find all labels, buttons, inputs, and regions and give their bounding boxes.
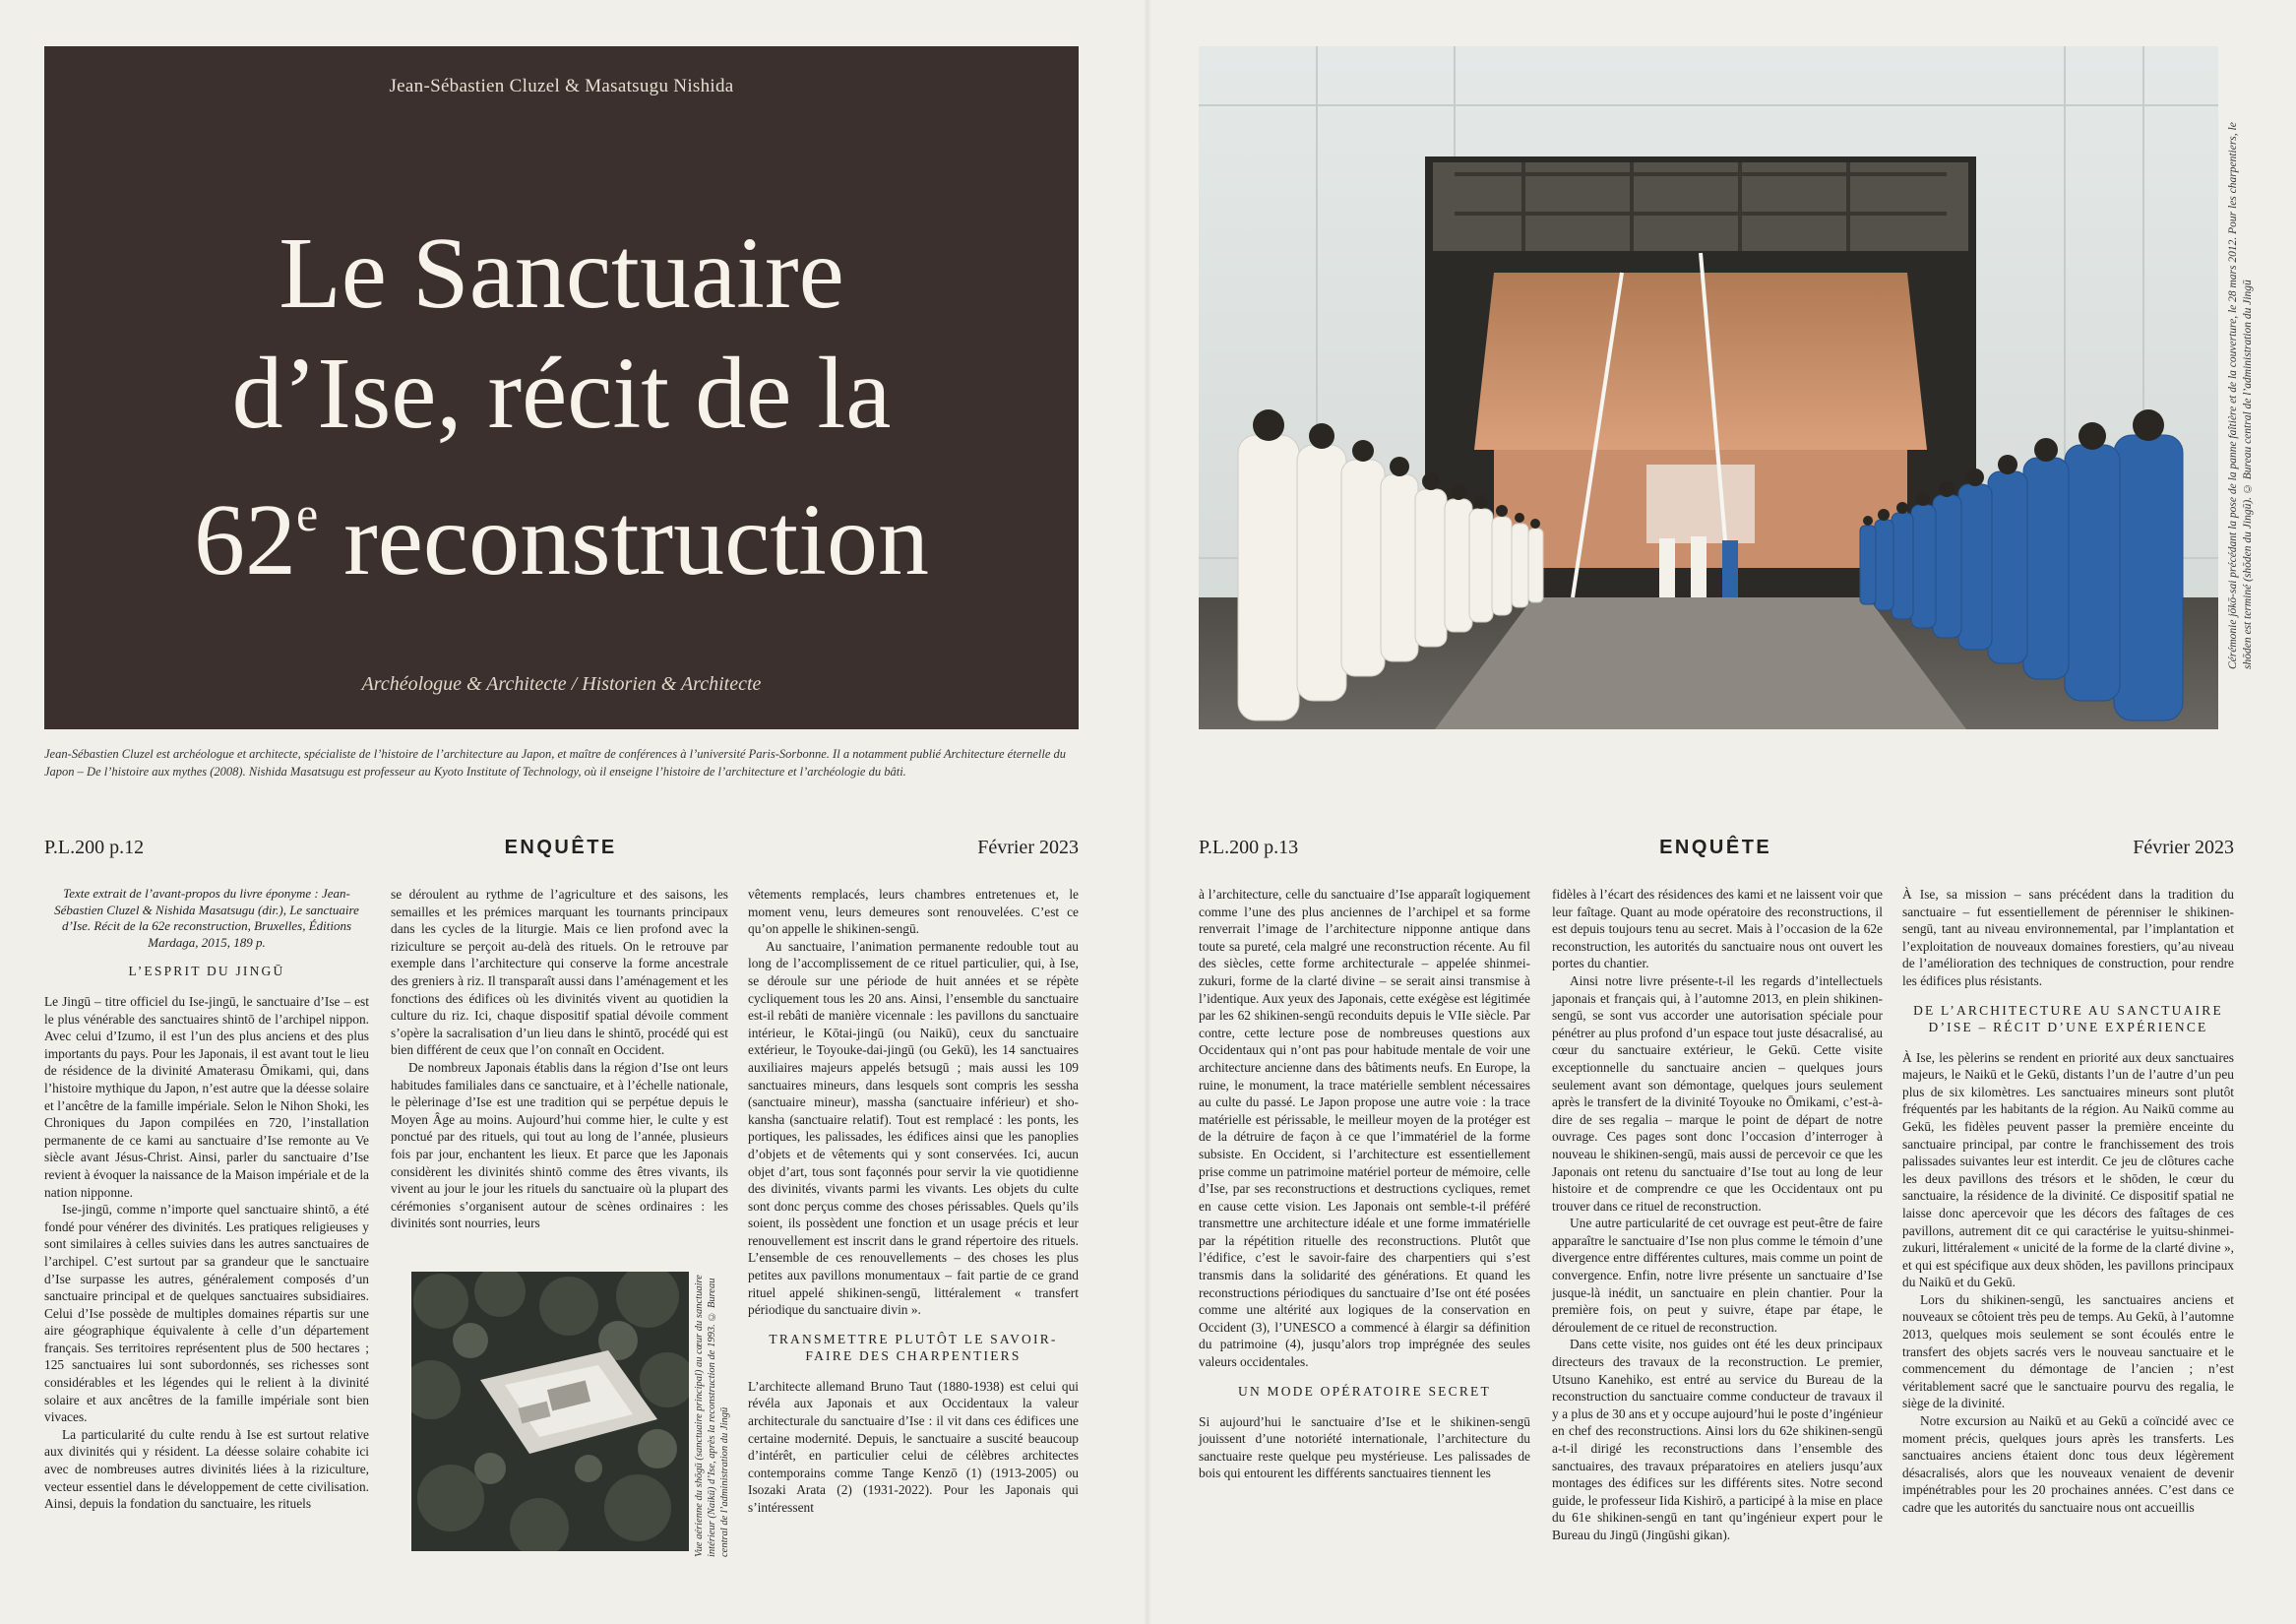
column-2: [391, 886, 728, 1232]
title-line-2: d’Ise, récit de la: [231, 337, 892, 450]
page-number-left: P.L.200 p.12: [44, 837, 145, 858]
running-header-left: [44, 837, 1079, 866]
paragraph: Ise-jingū, comme n’importe quel sanctuaire shintō, a été fondé pour vénérer des divinités. Les pratiques religieuses y sont similaires à celles suivies dans les autres sanctuaires de l’archipel. C’est surtout par sa grandeur que le sanctuaire d’Ise surpasse les autres, généralement composés d’un sanctuaire principal et de quelques sanctuaires subsidiaires. Celui d’Ise possède de multiples domaines répartis sur une aire géographique équivalente à celle d’un département français. Ses territoires représentent plus de 500 hectares ; 125 sanctuaires lui sont subordonnés, ses richesses sont considérables et les légendes qui le relient à la divinité solaire et aux ancêtres de la famille impériale sont bien vivaces.: [44, 1202, 369, 1425]
ceremony-photo: [1199, 46, 2218, 729]
paragraph: Notre excursion au Naikū et au Gekū a coïncidé avec ce moment précis, quelques jours après les transferts. Les sanctuaires anciens étaient donc tous deux légèrement désacralisés, alors que les nouveaux venaient de devenir impénétrables pour les 20 prochaines années. C’est dans ce cadre que les autorités du sanctuaire nous ont accueillis: [1902, 1413, 2234, 1515]
paragraph: Une autre particularité de cet ouvrage est peut-être de faire apparaître le sanctuaire d’Ise non plus comme le témoin d’une divergence entre différentes cultures, mais comme un point de convergence. Enfin, notre livre présente un sanctuaire d’Ise jusque-là inédit, un sanctuaire en plein chantier. Pour la première fois, on peut y suivre, étape par étape, le déroulement de ce rituel de reconstruction.: [1552, 1216, 1883, 1335]
paragraph: Dans cette visite, nos guides ont été les deux principaux directeurs des travaux de la reconstruction. Le premier, Utsuno Kanehiko, est entré au service du Bureau de la reconstruction du sanctuaire comme conducteur de travaux il y a plus de 30 ans et y occupe aujourd’hui le poste d’ingénieur en chef des reconstructions. Ainsi lors du 62e shikinen-sengū a-t-il dirigé les reconstructions dans l’ensemble des sanctuaires, des travaux préparatoires en ateliers jusqu’aux montages des édifices sur les différents sites. Notre second guide, le professeur Iida Kishirō, a participé à la mise en place du 61e shikinen-sengū en tant qu’ingénieur expert pour le Bureau du Jingū (Jingūshi gikan).: [1552, 1337, 1883, 1542]
subheading-esprit: L’ESPRIT DU JINGŪ: [128, 964, 285, 978]
subheading-transmettre: TRANSMETTRE PLUTÔT LE SAVOIR-FAIRE DES CHARPENTIERS: [769, 1331, 1058, 1363]
title-superscript: e: [295, 486, 319, 541]
paragraph: vêtements remplacés, leurs chambres entretenues et, le moment venu, leurs demeures sont renouvelées. C’est ce qu’on appelle le shikinen-sengū.: [748, 887, 1079, 937]
authors-line: Jean-Sébastien Cluzel & Masatsugu Nishida: [389, 76, 734, 96]
issue-date-left: Février 2023: [977, 837, 1079, 858]
paragraph: Ainsi notre livre présente-t-il les regards d’intellectuels japonais et français qui, à l’automne 2013, en plein shikinen-sengū, se sont vus accorder une autorisation spéciale pour pénétrer au plus profond d’un espace tout juste désacralisé, au cœur du sanctuaire extérieur, le Gekū. Cette visite exceptionnelle du sanctuaire ancien – quelques jours seulement avant son démontage, quelques jours seulement après le transfert de la divinité Toyouke no Ōmikami, c’est-à-dire de ses regalia – marque le point de départ de notre ouvrage. Ces pages sont donc l’occasion d’interroger à nouveau le shikinen-sengū, mais aussi de percevoir ce que les Japonais ont retenu du sanctuaire d’Ise tout au long de leur histoire et de comprendre ce que les Occidentaux ont pu trouver dans ce rituel de reconstruction.: [1552, 972, 1883, 1214]
author-bio: Jean-Sébastien Cluzel est archéologue et architecte, spécialiste de l’histoire de l’architecture au Japon, et maître de conférences à l’université Paris-Sorbonne. Il a notamment publié Architecture éternelle du Japon – De l’histoire aux mythes (2008). Nishida Masatsugu est professeur au Kyoto Institute of Technology, où il enseigne l’histoire de l’architecture et l’archéologie du bâti.: [44, 747, 1067, 779]
paragraph: à l’architecture, celle du sanctuaire d’Ise apparaît logiquement comme l’une des plus anciennes de l’archipel et sa forme renverrait l’image de l’architecture nipponne antique dans toute sa pureté, cela malgré une reconstruction récente. Au fil des siècles, cette forme architecturale – appelée shinmei-zukuri, forme de la clarté divine – se serait ainsi transmise à l’identique. Aux yeux des Japonais, cette exégèse est légitimée par les 62 shikinen-sengū reconduits depuis le VIIe siècle. Par contre, cette lecture pose de nombreuses questions aux Occidentaux qui n’ont pas pour habitude mentale de voir une architecture ancienne dans des bâtiments neufs. En Europe, la ruine, le monument, la trace matérielle semblent nécessaires au culte du passé. Le Japon propose une autre voie : la trace matérielle est périssable, le meilleur moyen de la protéger est de la détruire de façon à ce que l’immatériel de la forme subsiste. En Occident, si l’architecture est essentiellement prise comme un patrimoine matériel porteur de mémoire, celle d’Ise, par ses reconstructions et destructions cycliques, remet en cause cette vision. Les Japonais ont semble-t-il préféré transmettre une architecture idéale et une forme immatérielle par la répétition rituelle des reconstructions. Plutôt que l’édifice, c’est le savoir-faire des charpentiers qui s’est transmis dans la solidarité des générations. Et quand les reconstructions périodiques du sanctuaire d’Ise ont été posées comme une altérité aux logiques de la conservation en Occident (3), l’UNESCO a commencé à élargir sa définition du patrimoine (4), jusqu’alors trop imprégnée des seules valeurs occidentales.: [1199, 887, 1530, 1370]
book-excerpt-note: Texte extrait de l’avant-propos du livre éponyme : Jean-Sébastien Cluzel & Nishida Masatsugu (dir.), Le sanctuaire d’Ise. Récit de la 62e reconstruction, Bruxelles, Éditions Mardaga, 2015, 189 p.: [54, 886, 359, 950]
subheading-architecture: DE L’ARCHITECTURE AU SANCTUAIRE D’ISE – RÉCIT D’UNE EXPÉRIENCE: [1913, 1002, 2223, 1034]
paragraph: fidèles à l’écart des résidences des kami et ne laissent voir que leur faîtage. Quant au mode opératoire des reconstructions, il est depuis toujours tenu au secret. Mais à l’occasion de la 62e reconstruction, les autorités du sanctuaire nous ont ouvert les portes du chantier.: [1552, 887, 1883, 971]
column-6: [1902, 886, 2234, 1517]
page-fold: [1144, 0, 1151, 1624]
column-3: [748, 886, 1079, 1517]
ceremony-illustration: [1199, 46, 2218, 729]
paragraph: Le Jingū – titre officiel du Ise-jingū, le sanctuaire d’Ise – est le plus vénérable des sanctuaires shintō de l’archipel nippon. Avec celui d’Izumo, il est l’un des plus anciens et des plus importants du pays. Pour les Japonais, il est avant tout le lieu de résidence de la divinité Amaterasu Ōmikami, qui, dans l’histoire mythique du Japon, n’est autre que la déesse solaire et l’ancêtre de la famille impériale. Selon le Nihon Shoki, les Chroniques du Japon compilées en 720, l’installation permanente de ce kami au sanctuaire d’Ise remonte au Ve siècle avant Jésus-Christ. Ainsi, parler du sanctuaire d’Ise revient à évoquer la naissance de la Maison impériale et de la nation nipponne.: [44, 994, 369, 1200]
column-1: [44, 886, 369, 1513]
paragraph: Au sanctuaire, l’animation permanente redouble tout au long de l’accomplissement de ce rituel particulier, qui, à Ise, se déroule sur une période de huit années et se répète cycliquement tous les 20 ans. Ainsi, l’ensemble du sanctuaire est-il rebâti de manière vicennale : les pavillons du sanctuaire intérieur, le Kōtai-jingū (ou Naikū), ceux du sanctuaire extérieur, le Toyouke-dai-jingū (ou Gekū), les 14 sanctuaires auxiliaires majeurs appelés betsugū ; mais aussi les 109 sanctuaires mineurs, dans lesquels sont compris les sessha (sanctuaire mineur), massha (sanctuaire inférieur) et sho-kansha (sanctuaire relatif). Tout est remplacé : les ponts, les portiques, les palissades, les édifices ainsi que les panoplies d’objets et de vêtements qui y sont conservées. Ici, aucun objet d’art, tous sont façonnés pour servir la vie quotidienne des divinités, vivants parmi les vivants. Les objets du culte sont donc perçus comme des choses périssables. Quels qu’ils soient, ils possèdent une fonction et un usage précis et leur renouvellement est inscrit dans le grand répertoire des rituels. L’ensemble de ces renouvellements – des choses les plus petites aux pavillons monumentaux – fait partie de ce grand rituel appelé shikinen-sengū, littéralement « transfert périodique du sanctuaire divin ».: [748, 938, 1079, 1318]
column-5: [1552, 886, 1883, 1544]
paragraph: Si aujourd’hui le sanctuaire d’Ise et le shikinen-sengū jouissent d’une notoriété internationale, l’architecture du sanctuaire reste quelque peu mystérieuse. Les palissades de bois qui entourent les différents sanctuaires tiennent les: [1199, 1413, 1530, 1481]
section-label-right: ENQUÊTE: [1659, 837, 1772, 858]
paragraph: À Ise, les pèlerins se rendent en priorité aux deux sanctuaires majeurs, le Naikū et le Gekū, distants l’un de l’autre d’un peu plus de six kilomètres. Les sanctuaires mineurs sont plutôt fréquentés par les habitants de la région. Au Naikū comme au Gekū, les fidèles peuvent passer la première enceinte du sanctuaire principal, par contre le franchissement des trois palissades suivantes leur est interdit. Ce jeu de clôtures cache les deux pavillons des trésors et le shōden, le cœur du sanctuaire, la résidence de la divinité. Ce dispositif spatial ne laisse donc apercevoir que les décors des faîtages de ces pavillons, autrement dit ce qui caractérise le yuitsu-shinmei-zukuri, littéralement « unicité de la forme de la clarté divine », et qui est spécifique aux deux shōden, les pavillons principaux du Naikū et du Gekū.: [1902, 1049, 2234, 1290]
paragraph: se déroulent au rythme de l’agriculture et des saisons, les semailles et les prémices marquant les tournants principaux dans les cycles de la liturgie. Mais ce lien profond avec la riziculture se perçoit au-delà des rituels. On le retrouve par exemple dans l’architecture qui conserve la forme ancestrale des greniers à riz. Il transparaît aussi dans l’aménagement et les fonctions des édifices où les divinités vivent au quotidien la culture du riz. Ici, chaque dispositif spatial dévoile comment s’opère la sacralisation d’un lieu dans le shintō, procédé qui est bien différent de ceux que l’on connaît en Occident.: [391, 887, 728, 1058]
aerial-photo: [411, 1272, 689, 1551]
paragraph: Lors du shikinen-sengū, les sanctuaires anciens et nouveaux se côtoient très peu de temps. Au Gekū, à l’automne 2013, quelques mois seulement se sont écoulés entre le transfert des objets sacrés vers le nouveau sanctuaire et le commencement du démontage de l’ancien ; n’est véritablement sacré que le sanctuaire pourvu des regalia, le siège de la divinité.: [1902, 1291, 2234, 1411]
issue-date-right: Février 2023: [2133, 837, 2234, 858]
page-number-right: P.L.200 p.13: [1199, 837, 1299, 858]
title-line-3: [194, 483, 929, 596]
section-label-left: ENQUÊTE: [504, 837, 617, 858]
title-block: [44, 46, 1079, 729]
subheading-mode-operatoire: UN MODE OPÉRATOIRE SECRET: [1238, 1383, 1491, 1399]
paragraph: L’architecte allemand Bruno Taut (1880-1938) est celui qui révéla aux Japonais et aux Occidentaux la valeur architecturale du sanctuaire d’Ise : il vit dans ces édifices une certaine modernité. Depuis, le sanctuaire a suscité beaucoup d’intérêt, en particulier celui de célèbres architectes contemporains comme Tange Kenzō (1) (1913-2005) ou Isozaki Arata (2) (1931-2022). Pour les Japonais qui s’intéressent: [748, 1378, 1079, 1515]
title-line-1: Le Sanctuaire: [279, 217, 844, 330]
paragraph: À Ise, sa mission – sans précédent dans la tradition du sanctuaire – fut essentiellement de pérenniser le shikinen-sengū, tant au niveau environnemental, par l’implantation et l’exploitation de nouveaux domaines forestiers, qu’au niveau de l’amélioration des techniques de construction, pour rendre les édifices plus résistants.: [1902, 887, 2234, 988]
title-number: 62: [193, 483, 296, 596]
paragraph: De nombreux Japonais établis dans la région d’Ise ont leurs habitudes familiales dans ce sanctuaire, et à l’échelle nationale, le pèlerinage d’Ise est une tradition qui se perpétue depuis le Moyen Âge au moins. Aujourd’hui comme hier, le culte y est ponctué par des rituels, qui tout au long de l’année, plusieurs fois par jour, enchantent les lieux. Et parce que les Japonais considèrent les divinités shintō comme des êtres vivants, ils vivent au jour le jour les rituels du sanctuaire où la plupart des cérémonies s’organisent autour de scènes ordinaires : les divinités sont nourries, leurs: [391, 1059, 728, 1231]
roles-line: Archéologue & Architecte / Historien & Architecte: [361, 673, 762, 695]
paragraph: La particularité du culte rendu à Ise est surtout relative aux divinités qui y résident. La déesse solaire cohabite ici avec de nombreuses autres divinités liées à la riziculture, vecteur essentiel dans le développement de cette civilisation. Ainsi, depuis la fondation du sanctuaire, les rituels: [44, 1426, 369, 1512]
title-rest: reconstruction: [318, 483, 930, 596]
aerial-illustration: [411, 1272, 689, 1551]
running-header-right: [1199, 837, 2234, 866]
column-4: [1199, 886, 1530, 1482]
photo-caption: Cérémonie jōkō-sai précédant la pose de la panne faîtière et de la couverture, le 28 mars 2012. Pour les charpentiers, le shōden est terminé (shōden du Jingū). © Bureau central de l’administration du Jingū: [2227, 122, 2254, 669]
aerial-caption: Vue aérienne du shōgū (sanctuaire principal) au cœur du sanctuaire intérieur (Naikū) d’Ise, après la reconstruction de 1993. © Bureau central de l’administration du Jingū: [694, 1275, 730, 1557]
article-title: [44, 214, 1079, 600]
